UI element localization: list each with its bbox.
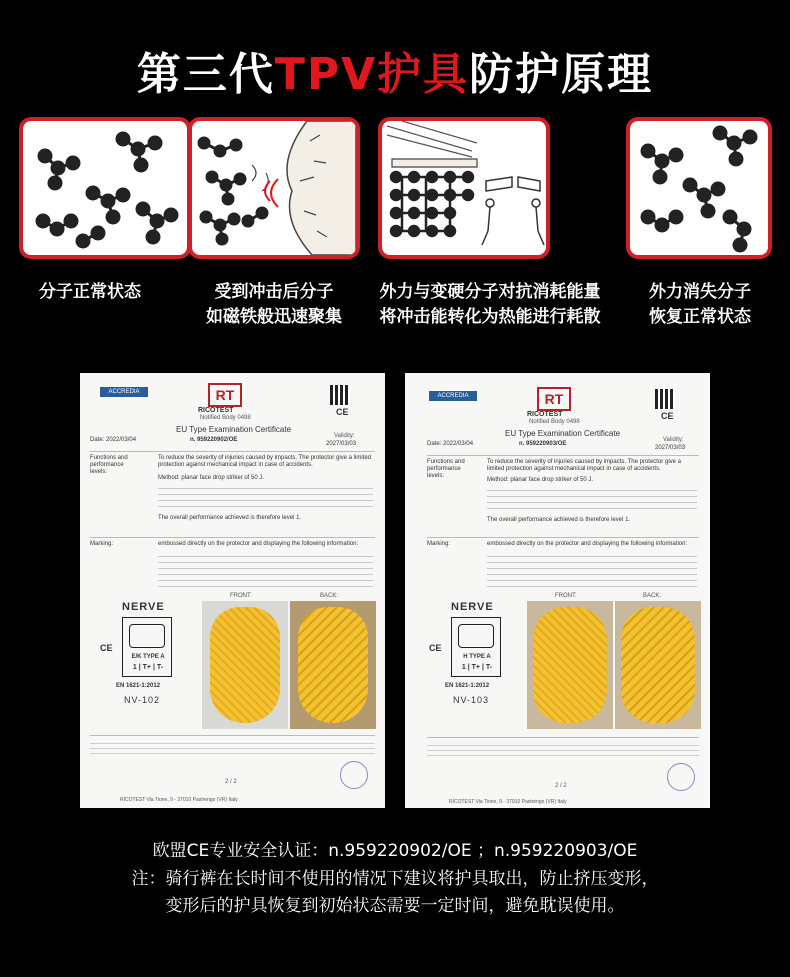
back-label: BACK:: [643, 593, 662, 599]
accreditation-logo: ACCREDIA: [100, 387, 148, 397]
protector-front-photo: [202, 601, 288, 729]
title-suffix: 防护原理: [469, 49, 654, 100]
notes-text: [427, 741, 699, 759]
method-text: Method: planar face drop striker of 50 J.: [158, 475, 265, 481]
ce-mark-icon: CE: [336, 407, 349, 417]
qr-code-icon: [655, 389, 675, 409]
requirements-text: [487, 485, 697, 513]
ricotest-logo-icon: RT: [208, 383, 242, 407]
certificate-date: Date: 2022/03/04: [427, 441, 474, 447]
footer-address: RICOTEST Via Tione, 9 - 37010 Pastrengo (VR) Italy: [120, 797, 238, 803]
title-highlight: TPV护具: [274, 49, 470, 100]
lab-name: RICOTEST: [527, 411, 563, 418]
qr-code-icon: [330, 385, 350, 405]
step-caption-3: 外力与变硬分子对抗消耗能量 将冲击能转化为热能进行耗散: [379, 282, 601, 327]
step-caption-2: 受到冲击后分子 如磁铁般迅速聚集: [206, 282, 342, 327]
model-number: NV-103: [453, 695, 490, 705]
marking-list: [487, 551, 697, 589]
marking-label-box: E/K TYPE A 1 | T+ | T-: [122, 617, 172, 677]
molecule-resist-illustration: [378, 117, 550, 259]
method-text: Method: planar face drop striker of 50 J.: [487, 477, 594, 483]
level-boxes: 1 | T+ | T-: [461, 664, 493, 671]
storage-note-line1: 注：骑行裤在长时间不使用的情况下建议将护具取出，防止挤压变形，: [131, 869, 659, 889]
certificate-1: [80, 373, 385, 808]
functions-text: To reduce the severity of injuries caused by impacts. The protector give a limited protection against mechanical impact in case of accidents.: [487, 459, 681, 472]
marking-text: embossed directly on the protector and displaying the following information:: [487, 541, 688, 547]
validity-label: Validity:: [663, 437, 684, 443]
notes-text: [90, 739, 375, 757]
protector-back-photo: [615, 601, 701, 729]
protector-back-photo: [290, 601, 376, 729]
title-prefix: 第三代: [136, 49, 275, 100]
page-number: 2 / 2: [555, 783, 567, 789]
level-text: The overall performance achieved is therefore level 1.: [158, 515, 302, 521]
marking-label-box: H TYPE A 1 | T+ | T-: [451, 617, 501, 677]
front-label: FRONT:: [555, 593, 577, 599]
page-title: [0, 38, 790, 102]
standard-label: EN 1621-1:2012: [445, 683, 490, 689]
footer-address: RICOTEST Via Tione, 9 - 37010 Pastrengo (VR) Italy: [449, 799, 567, 805]
functions-text: To reduce the severity of injuries caused by impacts. The protector give a limited protection against mechanical impact in case of accidents.: [158, 455, 371, 468]
model-number: NV-102: [124, 695, 161, 705]
molecule-normal-illustration: [19, 117, 191, 259]
step-caption-1: 分子正常状态: [39, 282, 141, 302]
brand-logo: NERVE: [122, 601, 165, 613]
certificate-heading: EU Type Examination Certificate: [176, 425, 292, 434]
page-number: 2 / 2: [225, 779, 237, 785]
standard-label: EN 1621-1:2012: [116, 683, 161, 689]
ce-mark-icon: CE: [100, 643, 113, 653]
certificate-number: n. 959220903/OE: [519, 441, 567, 447]
brand-logo: NERVE: [451, 601, 494, 613]
certificate-2: [405, 373, 710, 808]
marking-text: embossed directly on the protector and displaying the following information:: [158, 541, 359, 547]
level-text: The overall performance achieved is therefore level 1.: [487, 517, 631, 523]
level-boxes: 1 | T+ | T-: [132, 664, 164, 671]
front-label: FRONT:: [230, 593, 252, 599]
molecule-impact-illustration: [188, 117, 360, 259]
step-caption-4: 外力消失分子 恢复正常状态: [649, 282, 751, 327]
ricotest-logo-icon: RT: [537, 387, 571, 411]
validity-date: 2027/03/03: [655, 445, 686, 451]
protector-front-photo: [527, 601, 613, 729]
certificate-date: Date: 2022/03/04: [90, 437, 137, 443]
molecule-restored-illustration: [626, 117, 772, 259]
storage-note-line2: 变形后的护具恢复到初始状态需要一定时间，避免耽误使用。: [165, 896, 625, 916]
accreditation-logo: ACCREDIA: [429, 391, 477, 401]
lab-name: RICOTEST: [198, 407, 234, 414]
notified-body: Notified Body 0498: [200, 415, 251, 421]
certificate-number: n. 959220902/OE: [190, 437, 238, 443]
ce-mark-icon: CE: [429, 643, 442, 653]
stamp-icon: [667, 763, 695, 791]
functions-label: Functions and performance levels:: [90, 455, 128, 475]
motorcyclist-pictogram-icon: [129, 624, 165, 648]
certificate-heading: EU Type Examination Certificate: [505, 429, 621, 438]
stamp-icon: [340, 761, 368, 789]
functions-label: Functions and performance levels:: [427, 459, 465, 479]
ce-mark-icon: CE: [661, 411, 674, 421]
back-label: BACK:: [320, 593, 339, 599]
marking-label: Marking:: [427, 541, 451, 547]
notified-body: Notified Body 0498: [529, 419, 580, 425]
requirements-text: [158, 483, 373, 511]
validity-label: Validity:: [334, 433, 355, 439]
marking-label: Marking:: [90, 541, 114, 547]
marking-list: [158, 551, 373, 589]
ce-certification-text: 欧盟CE专业安全认证：n.959220902/OE ；n.959220903/OE: [152, 841, 638, 861]
validity-date: 2027/03/03: [326, 441, 357, 447]
motorcyclist-pictogram-icon: [458, 624, 494, 648]
